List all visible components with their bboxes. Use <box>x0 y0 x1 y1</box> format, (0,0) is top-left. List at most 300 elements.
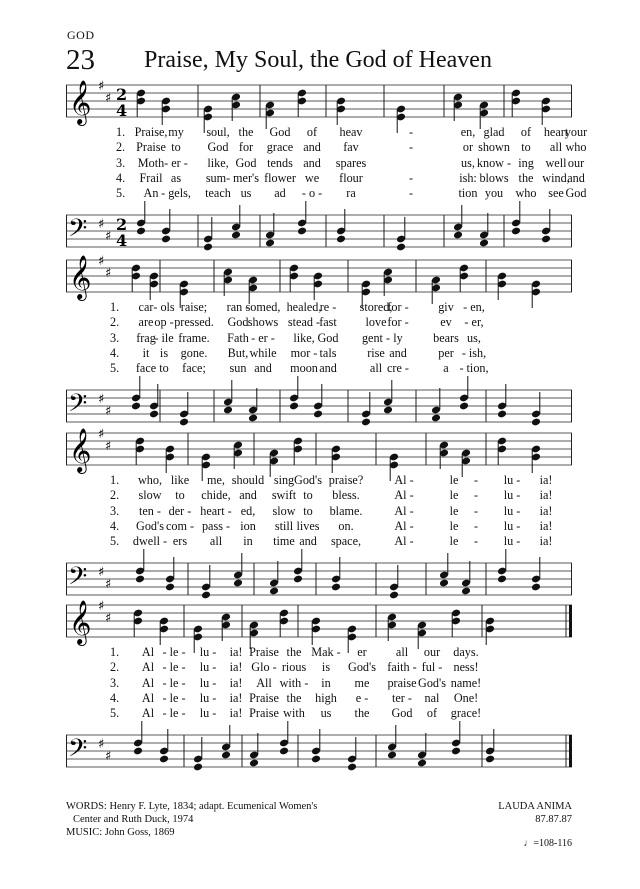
lyric-syllable: God's <box>294 473 322 487</box>
lyric-syllable: the <box>286 645 302 659</box>
svg-text:♯: ♯ <box>105 404 112 419</box>
lyric-syllable: who <box>565 140 587 155</box>
lyric-syllable: Al <box>141 645 155 659</box>
lyric-syllable: mor - <box>290 345 318 360</box>
lyric-syllable: mer's <box>233 170 259 185</box>
lyric-syllable: le <box>449 534 459 549</box>
verse-number: 3. <box>110 675 120 690</box>
lyric-syllable: ia! <box>229 660 243 675</box>
section-label: GOD <box>67 28 95 42</box>
lyric-syllable: bless. <box>332 488 360 503</box>
lyric-syllable: pass - <box>201 518 231 533</box>
lyric-syllable: op - <box>154 315 174 330</box>
lyric-syllable: time <box>273 534 295 549</box>
svg-text:♯: ♯ <box>105 439 112 454</box>
lyric-syllable: blame. <box>329 503 363 518</box>
lyric-syllable: ia! <box>539 534 553 549</box>
lyric-syllable: ness! <box>453 660 479 675</box>
lyric-syllable: God <box>391 706 413 721</box>
verse-number: 4. <box>116 170 126 185</box>
verse-number: 2. <box>116 140 126 155</box>
svg-text:♯: ♯ <box>98 254 105 269</box>
verse-line <box>66 186 587 201</box>
lyric-syllable: who, <box>137 473 163 487</box>
lyric-syllable: ia! <box>539 518 553 533</box>
lyric-syllable: Praise, <box>134 125 168 139</box>
verse-line <box>66 331 572 346</box>
svg-text:♯: ♯ <box>98 392 105 407</box>
lyric-syllable: to <box>521 140 531 155</box>
lyric-syllable: faith - <box>387 660 417 675</box>
lyric-syllable: - gels, <box>161 186 191 201</box>
lyric-syllable: well <box>545 155 567 170</box>
lyric-syllable: blows <box>479 170 509 185</box>
verse-line <box>66 361 572 376</box>
lyric-syllable: us, <box>467 330 481 345</box>
lyric-syllable: of <box>520 125 532 139</box>
lyric-syllable: ful - <box>421 660 443 675</box>
lyric-syllable: are <box>138 315 154 330</box>
lyrics-block <box>66 300 572 376</box>
lyric-syllable: ter - <box>392 690 412 705</box>
lyric-syllable: per <box>438 345 454 360</box>
lyric-syllable: giv <box>438 300 454 314</box>
verse-number: 5. <box>110 361 120 376</box>
lyric-syllable: der - <box>168 503 192 518</box>
verse-number: 1. <box>110 473 120 487</box>
lyric-syllable: lu - <box>503 534 521 549</box>
lyric-syllable: praise <box>387 675 417 690</box>
lyric-syllable: Praise <box>136 140 166 155</box>
verse-line <box>66 170 585 186</box>
lyric-syllable: rise <box>367 345 385 360</box>
bass-staff <box>66 725 572 785</box>
verse-line <box>66 676 572 691</box>
lyric-syllable: sum- <box>205 170 231 185</box>
lyric-syllable: space, <box>330 534 362 549</box>
lyric-syllable: on. <box>338 518 354 533</box>
lyric-syllable: ia! <box>229 690 243 705</box>
lyric-syllable: spares <box>335 155 367 170</box>
svg-text:4: 4 <box>116 101 128 120</box>
lyric-syllable: ev <box>440 315 452 330</box>
svg-text:♯: ♯ <box>98 427 105 442</box>
tune-name: LAUDA ANIMA <box>498 801 572 812</box>
lyric-syllable: - er, <box>464 315 484 330</box>
lyric-syllable: An <box>143 186 159 201</box>
lyric-syllable: you <box>484 186 504 201</box>
lyric-syllable: frag <box>136 330 156 345</box>
lyrics-block <box>66 645 572 721</box>
lyric-syllable: heav <box>339 125 363 139</box>
lyric-syllable: Praise <box>249 706 279 721</box>
lyric-syllable: slow <box>272 503 296 518</box>
lyric-syllable: gent - <box>361 330 391 345</box>
svg-text:♯: ♯ <box>98 737 105 752</box>
lyric-syllable: the <box>354 706 370 721</box>
lyric-syllable: grace! <box>450 706 482 721</box>
lyric-syllable: all <box>395 645 409 659</box>
lyric-syllable: to <box>171 140 181 155</box>
lyric-syllable: - o - <box>301 186 323 201</box>
lyric-syllable: us, <box>461 155 475 170</box>
verse-line <box>66 140 587 155</box>
svg-text:♯: ♯ <box>98 565 105 580</box>
lyric-syllable: pressed. <box>174 315 214 330</box>
lyric-syllable: your <box>564 125 588 139</box>
lyric-syllable: Al - <box>394 473 414 487</box>
lyric-syllable: But, <box>227 345 249 360</box>
lyric-syllable: in <box>321 675 331 690</box>
lyric-syllable: tends <box>267 155 293 170</box>
lyric-syllable: the <box>238 125 254 139</box>
lyric-syllable: lu - <box>199 706 217 721</box>
lyric-syllable: stead - <box>287 315 321 330</box>
lyric-syllable: us <box>240 186 252 201</box>
lyric-syllable: tion <box>458 186 478 201</box>
lyric-syllable: know - <box>476 155 512 170</box>
lyric-syllable: All <box>256 675 272 690</box>
verse-line <box>66 645 572 660</box>
lyric-syllable: God's <box>136 518 164 533</box>
lyric-syllable: - le - <box>162 675 186 690</box>
lyric-syllable: sing <box>273 473 295 487</box>
lyric-syllable: - tion, <box>459 361 489 376</box>
lyric-syllable: swift <box>271 488 297 503</box>
lyric-syllable: ra <box>346 186 356 201</box>
lyric-syllable: - <box>473 488 479 503</box>
lyric-syllable: like, <box>293 330 315 345</box>
lyric-syllable: car <box>138 300 154 314</box>
lyric-syllable: healed, <box>286 300 322 314</box>
svg-text:♯: ♯ <box>105 577 112 592</box>
lyric-syllable: see <box>548 186 564 201</box>
lyric-syllable: e - <box>355 690 369 705</box>
lyric-syllable: the <box>286 690 302 705</box>
verse-number: 1. <box>110 300 120 314</box>
lyric-syllable: heart - <box>200 503 232 518</box>
lyric-syllable: re - <box>319 300 337 314</box>
music-credit: MUSIC: John Goss, 1869 <box>66 827 175 838</box>
lyric-syllable: is <box>321 660 331 675</box>
treble-clef-icon: 𝄞 <box>69 428 92 472</box>
treble-clef-icon: 𝄞 <box>69 255 92 299</box>
verse-number: 5. <box>110 706 120 721</box>
lyric-syllable: still <box>274 518 294 533</box>
verse-number: 3. <box>110 330 120 345</box>
lyric-syllable: ia! <box>539 473 553 487</box>
lyric-syllable: Mak - <box>311 645 341 659</box>
verse-line <box>66 706 572 721</box>
lyric-syllable: as <box>170 170 182 185</box>
lyric-syllable: God <box>317 330 339 345</box>
hymn-number: 23 <box>66 44 95 76</box>
verse-number: 2. <box>110 315 120 330</box>
lyric-syllable: me, <box>207 473 225 487</box>
lyric-syllable: and <box>254 361 272 376</box>
lyric-syllable: and <box>567 170 585 185</box>
lyric-syllable: Al <box>141 690 155 705</box>
lyric-syllable: er <box>357 645 367 659</box>
svg-text:2: 2 <box>116 215 128 234</box>
lyric-syllable: is <box>159 345 169 360</box>
lyric-syllable: love <box>365 315 387 330</box>
lyric-syllable: One! <box>453 690 479 705</box>
lyric-syllable: God <box>269 125 291 139</box>
lyric-syllable: to <box>175 488 185 503</box>
lyric-syllable: raise; <box>180 300 208 314</box>
verse-line <box>66 534 572 549</box>
lyric-syllable: - <box>408 170 414 185</box>
lyric-syllable: for - <box>387 300 409 314</box>
svg-text:♯: ♯ <box>105 91 112 106</box>
lyric-syllable: heart <box>543 125 569 139</box>
lyric-syllable: ia! <box>539 503 553 518</box>
lyric-syllable: moon <box>290 361 318 376</box>
lyric-syllable: our <box>567 155 585 170</box>
lyric-syllable: with <box>283 706 305 721</box>
lyric-syllable: ed, <box>240 503 256 518</box>
lyric-syllable: - le - <box>162 690 186 705</box>
lyric-syllable: a <box>443 361 449 376</box>
svg-text:♯: ♯ <box>98 599 105 614</box>
lyric-syllable: nal <box>424 690 440 705</box>
lyric-syllable: Frail <box>139 170 163 185</box>
lyrics-block <box>66 473 572 549</box>
lyric-syllable: ia! <box>229 645 243 659</box>
lyric-syllable: it <box>142 345 150 360</box>
svg-text:♯: ♯ <box>98 79 105 94</box>
words-credit-cont: Center and Ruth Duck, 1974 <box>73 814 194 825</box>
verse-number: 1. <box>110 645 120 659</box>
lyric-syllable: with - <box>279 675 309 690</box>
lyric-syllable: in <box>243 534 253 549</box>
lyric-syllable: com - <box>165 518 195 533</box>
svg-text:4: 4 <box>116 231 128 250</box>
verse-line <box>66 346 572 361</box>
lyric-syllable: while <box>249 345 277 360</box>
lyric-syllable: our <box>423 645 441 659</box>
lyric-syllable: Praise <box>249 645 279 659</box>
lyric-syllable: - ish, <box>461 345 487 360</box>
treble-clef-icon: 𝄞 <box>69 600 92 644</box>
verse-number: 2. <box>110 488 120 503</box>
lyric-syllable: chide, <box>201 488 231 503</box>
lyric-syllable: lu - <box>199 675 217 690</box>
verse-number: 1. <box>116 125 126 139</box>
verse-line <box>66 315 572 330</box>
verse-number: 3. <box>116 155 126 170</box>
lyric-syllable: me <box>354 675 370 690</box>
lyric-syllable: - <box>408 125 414 139</box>
lyric-syllable: and <box>303 155 321 170</box>
verse-line <box>66 155 585 171</box>
lyric-syllable: of <box>426 706 438 721</box>
verse-line <box>66 504 572 519</box>
lyric-syllable: to <box>303 503 313 518</box>
lyric-syllable: flour <box>339 170 363 185</box>
lyric-syllable: lu - <box>199 645 217 659</box>
lyric-syllable: Al - <box>394 518 414 533</box>
verse-number: 3. <box>110 503 120 518</box>
verse-number: 4. <box>110 690 120 705</box>
lyric-syllable: God <box>565 186 587 201</box>
svg-text:2: 2 <box>116 85 128 104</box>
lyric-syllable: and <box>389 345 407 360</box>
lyric-syllable: face <box>135 361 157 376</box>
lyric-syllable: high <box>315 690 337 705</box>
credits <box>66 800 317 839</box>
lyric-syllable: - <box>408 186 414 201</box>
lyric-syllable: God <box>235 155 257 170</box>
verse-line <box>66 691 572 706</box>
lyric-syllable: Al - <box>394 534 414 549</box>
lyric-syllable: tals <box>319 345 337 360</box>
lyric-syllable: should <box>231 473 265 487</box>
lyric-syllable: cre - <box>387 361 409 376</box>
lyric-syllable: lu - <box>199 690 217 705</box>
words-credit: WORDS: Henry F. Lyte, 1834; adapt. Ecumenical Women's <box>66 801 318 812</box>
lyric-syllable: Fath <box>227 330 249 345</box>
lyric-syllable: all <box>209 534 223 549</box>
lyric-syllable: like, <box>207 155 229 170</box>
verse-line <box>66 660 572 675</box>
lyric-syllable: - en, <box>463 300 485 314</box>
bass-clef-icon: 𝄢 <box>68 734 88 769</box>
lyric-syllable: en, <box>460 125 476 139</box>
lyric-syllable: all <box>549 140 563 155</box>
lyric-syllable: teach <box>205 186 231 201</box>
lyric-syllable: God's <box>348 660 376 675</box>
lyric-syllable: to <box>303 488 313 503</box>
lyric-syllable: le <box>449 518 459 533</box>
lyric-syllable: shows <box>247 315 279 330</box>
lyric-syllable: - le - <box>162 660 186 675</box>
lyric-syllable: somed, <box>245 300 281 314</box>
lyric-syllable: ia! <box>539 488 553 503</box>
bass-clef-icon: 𝄢 <box>68 214 88 249</box>
lyric-syllable: Al <box>141 706 155 721</box>
bass-clef-icon: 𝄢 <box>68 389 88 424</box>
lyric-syllable: lives <box>296 518 320 533</box>
lyric-syllable: - <box>473 518 479 533</box>
lyric-syllable: frame. <box>178 330 210 345</box>
lyric-syllable: for <box>238 140 254 155</box>
verse-number: 4. <box>110 345 120 360</box>
lyric-syllable: - le - <box>162 706 186 721</box>
lyric-syllable: - <box>473 473 479 487</box>
verse-line <box>66 125 588 140</box>
lyric-syllable: God's <box>418 675 446 690</box>
lyric-syllable: - er - <box>164 155 188 170</box>
lyric-syllable: ten - <box>139 503 161 518</box>
lyric-syllable: ia! <box>229 675 243 690</box>
lyric-syllable: God <box>207 140 229 155</box>
lyric-syllable: ad <box>274 186 286 201</box>
lyric-syllable: lu - <box>199 660 217 675</box>
lyric-syllable: soul, <box>206 125 230 139</box>
lyrics-block <box>66 125 588 201</box>
lyric-syllable: le <box>449 488 459 503</box>
lyric-syllable: my <box>168 125 184 139</box>
lyric-syllable: - <box>473 534 479 549</box>
lyric-syllable: all <box>369 361 383 376</box>
lyric-syllable: Glo - <box>251 660 277 675</box>
lyric-syllable: lu - <box>503 488 521 503</box>
lyric-syllable: Al - <box>394 503 414 518</box>
treble-clef-icon: 𝄞 <box>69 80 92 124</box>
lyric-syllable: sun <box>229 361 247 376</box>
svg-text:♯: ♯ <box>105 229 112 244</box>
lyric-syllable: grace <box>266 140 294 155</box>
lyric-syllable: flower <box>264 170 296 185</box>
lyric-syllable: ers <box>172 534 188 549</box>
lyric-syllable: we <box>304 170 320 185</box>
lyric-syllable: - er - <box>251 330 275 345</box>
lyric-syllable: wind, <box>542 170 570 185</box>
verse-number: 4. <box>110 518 120 533</box>
lyric-syllable: lu - <box>503 503 521 518</box>
lyric-syllable: and <box>299 534 317 549</box>
lyric-syllable: gone. <box>180 345 208 360</box>
verse-number: 2. <box>110 660 120 675</box>
lyric-syllable: us <box>320 706 332 721</box>
lyric-syllable: Al - <box>394 488 414 503</box>
lyric-syllable: ing <box>518 155 534 170</box>
lyric-syllable: le <box>449 473 459 487</box>
lyric-syllable: - <box>473 503 479 518</box>
lyric-syllable: glad <box>483 125 505 139</box>
lyric-syllable: - <box>408 140 414 155</box>
tune-info <box>498 800 572 826</box>
lyric-syllable: and <box>239 488 257 503</box>
lyric-syllable: to <box>159 361 169 376</box>
verse-line <box>66 519 572 534</box>
verse-number: 5. <box>110 534 120 549</box>
lyric-syllable: ia! <box>229 706 243 721</box>
lyric-syllable: ish: <box>459 170 477 185</box>
lyric-syllable: stored, <box>359 300 393 314</box>
lyric-syllable: praise? <box>328 473 364 487</box>
lyric-syllable: the <box>518 170 534 185</box>
hymn-title: Praise, My Soul, the God of Heaven <box>144 47 492 73</box>
svg-text:♯: ♯ <box>105 749 112 764</box>
lyric-syllable: who <box>515 186 537 201</box>
lyric-syllable: and <box>303 140 321 155</box>
lyric-syllable: slow <box>138 488 162 503</box>
lyric-syllable: Al <box>141 660 155 675</box>
lyric-syllable: for - <box>387 315 409 330</box>
lyric-syllable: bears <box>433 330 459 345</box>
svg-text:♯: ♯ <box>105 266 112 281</box>
tempo-marking: ♩=108-116 <box>523 838 572 849</box>
verse-line <box>66 473 572 488</box>
lyric-syllable: rious <box>281 660 307 675</box>
lyric-syllable: face; <box>182 361 206 376</box>
lyric-syllable: Moth <box>137 155 165 170</box>
verse-line <box>66 488 572 503</box>
verse-number: 5. <box>116 186 126 201</box>
lyric-syllable: fav <box>343 140 359 155</box>
lyric-syllable: - ile <box>154 330 174 345</box>
lyric-syllable: and <box>319 361 337 376</box>
meter: 87.87.87 <box>535 814 572 825</box>
svg-text:♯: ♯ <box>105 611 112 626</box>
lyric-syllable: ran - <box>226 300 250 314</box>
lyric-syllable: Al <box>141 675 155 690</box>
lyric-syllable: of <box>306 125 318 139</box>
lyric-syllable: Praise <box>249 690 279 705</box>
